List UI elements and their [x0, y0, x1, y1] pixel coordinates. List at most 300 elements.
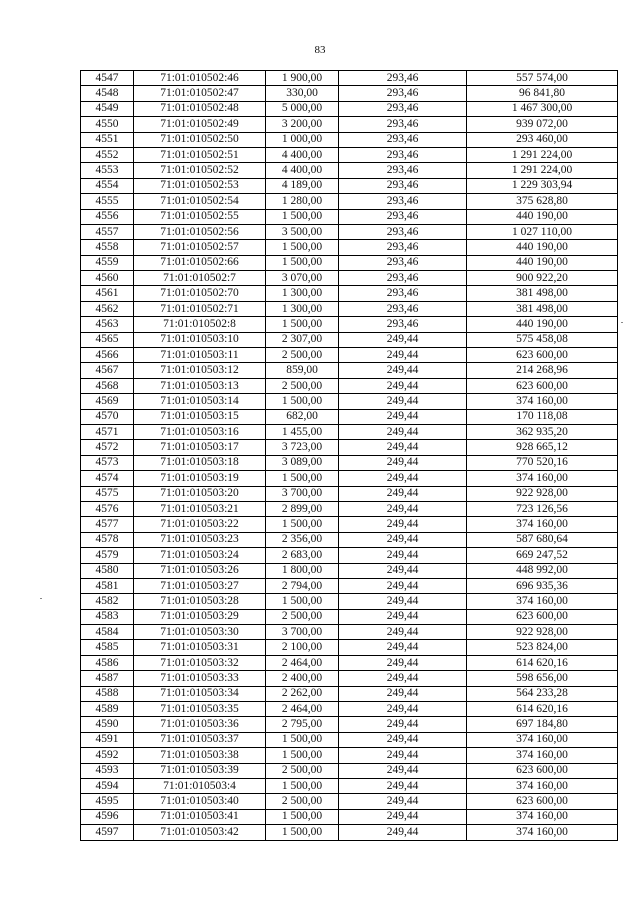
- area-cell: 4 400,00: [266, 163, 339, 178]
- value-cell: 375 628,80: [467, 194, 618, 209]
- rate-cell: 249,44: [339, 378, 467, 393]
- cadastral-number-cell: 71:01:010503:33: [134, 671, 266, 686]
- table-row: [81, 178, 618, 193]
- table-row: [81, 748, 618, 763]
- rate-cell: 249,44: [339, 440, 467, 455]
- table-row: [81, 825, 618, 840]
- cadastral-number-cell: 71:01:010502:46: [134, 71, 266, 86]
- table-row: [81, 794, 618, 809]
- cadastral-number-cell: 71:01:010502:53: [134, 178, 266, 193]
- area-cell: 2 500,00: [266, 348, 339, 363]
- table-row: [81, 563, 618, 578]
- row-number-cell: 4565: [81, 332, 134, 347]
- table-row: [81, 378, 618, 393]
- row-number-cell: 4566: [81, 348, 134, 363]
- row-number-cell: 4593: [81, 763, 134, 778]
- value-cell: 770 520,16: [467, 455, 618, 470]
- value-cell: 723 126,56: [467, 501, 618, 516]
- table-row: [81, 532, 618, 547]
- cadastral-number-cell: 71:01:010503:16: [134, 424, 266, 439]
- row-number-cell: 4554: [81, 178, 134, 193]
- value-cell: 170 118,08: [467, 409, 618, 424]
- rate-cell: 249,44: [339, 609, 467, 624]
- value-cell: 575 458,08: [467, 332, 618, 347]
- cadastral-number-cell: 71:01:010503:42: [134, 825, 266, 840]
- area-cell: 2 500,00: [266, 763, 339, 778]
- value-cell: 623 600,00: [467, 609, 618, 624]
- value-cell: 623 600,00: [467, 794, 618, 809]
- rate-cell: 249,44: [339, 809, 467, 824]
- rate-cell: 249,44: [339, 424, 467, 439]
- row-number-cell: 4587: [81, 671, 134, 686]
- area-cell: 1 500,00: [266, 732, 339, 747]
- table-row: [81, 271, 618, 286]
- cadastral-number-cell: 71:01:010503:23: [134, 532, 266, 547]
- cadastral-number-cell: 71:01:010503:4: [134, 778, 266, 793]
- value-cell: 922 928,00: [467, 486, 618, 501]
- area-cell: 1 000,00: [266, 132, 339, 147]
- rate-cell: 249,44: [339, 825, 467, 840]
- rate-cell: 249,44: [339, 625, 467, 640]
- value-cell: 214 268,96: [467, 363, 618, 378]
- table-row: [81, 163, 618, 178]
- rate-cell: 293,46: [339, 224, 467, 239]
- value-cell: 614 620,16: [467, 702, 618, 717]
- row-number-cell: 4559: [81, 255, 134, 270]
- rate-cell: 249,44: [339, 594, 467, 609]
- table-row: [81, 440, 618, 455]
- area-cell: 3 700,00: [266, 625, 339, 640]
- cadastral-number-cell: 71:01:010502:54: [134, 194, 266, 209]
- rate-cell: 293,46: [339, 71, 467, 86]
- value-cell: 374 160,00: [467, 394, 618, 409]
- table-row: [81, 717, 618, 732]
- row-number-cell: 4548: [81, 86, 134, 101]
- area-cell: 1 500,00: [266, 517, 339, 532]
- area-cell: 1 500,00: [266, 825, 339, 840]
- table-row: [81, 101, 618, 116]
- row-number-cell: 4561: [81, 286, 134, 301]
- cadastral-number-cell: 71:01:010502:47: [134, 86, 266, 101]
- value-cell: 381 498,00: [467, 286, 618, 301]
- rate-cell: 293,46: [339, 301, 467, 316]
- area-cell: 1 800,00: [266, 563, 339, 578]
- area-cell: 1 900,00: [266, 71, 339, 86]
- rate-cell: 249,44: [339, 763, 467, 778]
- rate-cell: 249,44: [339, 486, 467, 501]
- rate-cell: 293,46: [339, 178, 467, 193]
- row-number-cell: 4555: [81, 194, 134, 209]
- cadastral-number-cell: 71:01:010502:51: [134, 147, 266, 162]
- area-cell: 1 500,00: [266, 209, 339, 224]
- page-number: 83: [314, 44, 326, 56]
- cadastral-number-cell: 71:01:010502:66: [134, 255, 266, 270]
- value-cell: 623 600,00: [467, 763, 618, 778]
- row-number-cell: 4571: [81, 424, 134, 439]
- table-row: [81, 640, 618, 655]
- rate-cell: 249,44: [339, 348, 467, 363]
- rate-cell: 293,46: [339, 132, 467, 147]
- row-number-cell: 4569: [81, 394, 134, 409]
- table-row: [81, 394, 618, 409]
- row-number-cell: 4560: [81, 271, 134, 286]
- table-row: [81, 409, 618, 424]
- row-number-cell: 4584: [81, 625, 134, 640]
- rate-cell: 249,44: [339, 778, 467, 793]
- table-row: [81, 117, 618, 132]
- cadastral-number-cell: 71:01:010503:34: [134, 686, 266, 701]
- registry-table: [80, 70, 618, 841]
- cadastral-number-cell: 71:01:010503:11: [134, 348, 266, 363]
- cadastral-number-cell: 71:01:010503:26: [134, 563, 266, 578]
- rate-cell: 249,44: [339, 517, 467, 532]
- table-row: [81, 224, 618, 239]
- registry-table-body: [81, 71, 618, 841]
- rate-cell: 249,44: [339, 501, 467, 516]
- area-cell: 1 455,00: [266, 424, 339, 439]
- table-row: [81, 194, 618, 209]
- cadastral-number-cell: 71:01:010502:49: [134, 117, 266, 132]
- table-row: [81, 501, 618, 516]
- area-cell: 2 262,00: [266, 686, 339, 701]
- area-cell: 2 500,00: [266, 609, 339, 624]
- rate-cell: 249,44: [339, 686, 467, 701]
- area-cell: 1 500,00: [266, 594, 339, 609]
- table-row: [81, 317, 618, 332]
- value-cell: 448 992,00: [467, 563, 618, 578]
- rate-cell: 249,44: [339, 332, 467, 347]
- value-cell: 374 160,00: [467, 594, 618, 609]
- cadastral-number-cell: 71:01:010503:37: [134, 732, 266, 747]
- table-row: [81, 424, 618, 439]
- row-number-cell: 4588: [81, 686, 134, 701]
- area-cell: 2 683,00: [266, 548, 339, 563]
- value-cell: 374 160,00: [467, 517, 618, 532]
- area-cell: 1 500,00: [266, 255, 339, 270]
- cadastral-number-cell: 71:01:010503:22: [134, 517, 266, 532]
- cadastral-number-cell: 71:01:010503:41: [134, 809, 266, 824]
- cadastral-number-cell: 71:01:010503:24: [134, 548, 266, 563]
- cadastral-number-cell: 71:01:010503:27: [134, 578, 266, 593]
- row-number-cell: 4583: [81, 609, 134, 624]
- table-row: [81, 655, 618, 670]
- area-cell: 3 700,00: [266, 486, 339, 501]
- cadastral-number-cell: 71:01:010502:7: [134, 271, 266, 286]
- value-cell: 374 160,00: [467, 825, 618, 840]
- table-row: [81, 548, 618, 563]
- value-cell: 293 460,00: [467, 132, 618, 147]
- row-number-cell: 4558: [81, 240, 134, 255]
- cadastral-number-cell: 71:01:010503:36: [134, 717, 266, 732]
- cadastral-number-cell: 71:01:010503:15: [134, 409, 266, 424]
- scan-speck: [40, 598, 42, 599]
- cadastral-number-cell: 71:01:010503:35: [134, 702, 266, 717]
- row-number-cell: 4582: [81, 594, 134, 609]
- value-cell: 1 291 224,00: [467, 147, 618, 162]
- table-row: [81, 671, 618, 686]
- row-number-cell: 4577: [81, 517, 134, 532]
- rate-cell: 293,46: [339, 147, 467, 162]
- table-row: [81, 686, 618, 701]
- cadastral-number-cell: 71:01:010502:70: [134, 286, 266, 301]
- row-number-cell: 4573: [81, 455, 134, 470]
- table-row: [81, 71, 618, 86]
- row-number-cell: 4585: [81, 640, 134, 655]
- area-cell: 2 500,00: [266, 794, 339, 809]
- table-row: [81, 363, 618, 378]
- value-cell: 523 824,00: [467, 640, 618, 655]
- area-cell: 3 200,00: [266, 117, 339, 132]
- area-cell: 859,00: [266, 363, 339, 378]
- area-cell: 1 500,00: [266, 471, 339, 486]
- value-cell: 623 600,00: [467, 378, 618, 393]
- table-row: [81, 132, 618, 147]
- rate-cell: 249,44: [339, 394, 467, 409]
- table-row: [81, 702, 618, 717]
- cadastral-number-cell: 71:01:010503:32: [134, 655, 266, 670]
- value-cell: 557 574,00: [467, 71, 618, 86]
- rate-cell: 249,44: [339, 532, 467, 547]
- rate-cell: 293,46: [339, 317, 467, 332]
- area-cell: 2 899,00: [266, 501, 339, 516]
- value-cell: 374 160,00: [467, 748, 618, 763]
- table-row: [81, 625, 618, 640]
- row-number-cell: 4572: [81, 440, 134, 455]
- area-cell: 1 500,00: [266, 748, 339, 763]
- table-row: [81, 486, 618, 501]
- area-cell: 2 100,00: [266, 640, 339, 655]
- cadastral-number-cell: 71:01:010502:48: [134, 101, 266, 116]
- area-cell: 1 500,00: [266, 809, 339, 824]
- table-row: [81, 240, 618, 255]
- cadastral-number-cell: 71:01:010502:8: [134, 317, 266, 332]
- scan-speck: [621, 322, 623, 323]
- area-cell: 2 307,00: [266, 332, 339, 347]
- area-cell: 2 500,00: [266, 378, 339, 393]
- table-row: [81, 471, 618, 486]
- cadastral-number-cell: 71:01:010503:10: [134, 332, 266, 347]
- row-number-cell: 4580: [81, 563, 134, 578]
- area-cell: 3 723,00: [266, 440, 339, 455]
- value-cell: 598 656,00: [467, 671, 618, 686]
- area-cell: 682,00: [266, 409, 339, 424]
- value-cell: 696 935,36: [467, 578, 618, 593]
- area-cell: 2 400,00: [266, 671, 339, 686]
- cadastral-number-cell: 71:01:010503:12: [134, 363, 266, 378]
- value-cell: 440 190,00: [467, 317, 618, 332]
- row-number-cell: 4596: [81, 809, 134, 824]
- cadastral-number-cell: 71:01:010503:14: [134, 394, 266, 409]
- cadastral-number-cell: 71:01:010503:28: [134, 594, 266, 609]
- rate-cell: 249,44: [339, 640, 467, 655]
- row-number-cell: 4562: [81, 301, 134, 316]
- rate-cell: 249,44: [339, 702, 467, 717]
- value-cell: 374 160,00: [467, 809, 618, 824]
- rate-cell: 293,46: [339, 255, 467, 270]
- table-row: [81, 286, 618, 301]
- rate-cell: 249,44: [339, 732, 467, 747]
- value-cell: 1 027 110,00: [467, 224, 618, 239]
- row-number-cell: 4579: [81, 548, 134, 563]
- row-number-cell: 4575: [81, 486, 134, 501]
- rate-cell: 293,46: [339, 209, 467, 224]
- value-cell: 440 190,00: [467, 255, 618, 270]
- rate-cell: 249,44: [339, 455, 467, 470]
- row-number-cell: 4553: [81, 163, 134, 178]
- value-cell: 939 072,00: [467, 117, 618, 132]
- rate-cell: 249,44: [339, 363, 467, 378]
- row-number-cell: 4590: [81, 717, 134, 732]
- table-row: [81, 255, 618, 270]
- rate-cell: 293,46: [339, 101, 467, 116]
- row-number-cell: 4591: [81, 732, 134, 747]
- value-cell: 440 190,00: [467, 240, 618, 255]
- value-cell: 623 600,00: [467, 348, 618, 363]
- row-number-cell: 4567: [81, 363, 134, 378]
- row-number-cell: 4595: [81, 794, 134, 809]
- area-cell: 3 070,00: [266, 271, 339, 286]
- rate-cell: 249,44: [339, 548, 467, 563]
- row-number-cell: 4556: [81, 209, 134, 224]
- row-number-cell: 4551: [81, 132, 134, 147]
- cadastral-number-cell: 71:01:010503:13: [134, 378, 266, 393]
- table-row: [81, 147, 618, 162]
- area-cell: 4 400,00: [266, 147, 339, 162]
- rate-cell: 249,44: [339, 563, 467, 578]
- cadastral-number-cell: 71:01:010503:31: [134, 640, 266, 655]
- rate-cell: 249,44: [339, 471, 467, 486]
- area-cell: 330,00: [266, 86, 339, 101]
- rate-cell: 249,44: [339, 748, 467, 763]
- area-cell: 2 464,00: [266, 702, 339, 717]
- value-cell: 440 190,00: [467, 209, 618, 224]
- row-number-cell: 4547: [81, 71, 134, 86]
- row-number-cell: 4589: [81, 702, 134, 717]
- table-row: [81, 809, 618, 824]
- value-cell: 900 922,20: [467, 271, 618, 286]
- rate-cell: 249,44: [339, 717, 467, 732]
- row-number-cell: 4557: [81, 224, 134, 239]
- row-number-cell: 4597: [81, 825, 134, 840]
- cadastral-number-cell: 71:01:010503:29: [134, 609, 266, 624]
- row-number-cell: 4568: [81, 378, 134, 393]
- value-cell: 96 841,80: [467, 86, 618, 101]
- cadastral-number-cell: 71:01:010503:20: [134, 486, 266, 501]
- table-row: [81, 301, 618, 316]
- row-number-cell: 4594: [81, 778, 134, 793]
- value-cell: 928 665,12: [467, 440, 618, 455]
- area-cell: 1 500,00: [266, 317, 339, 332]
- row-number-cell: 4574: [81, 471, 134, 486]
- value-cell: 1 291 224,00: [467, 163, 618, 178]
- cadastral-number-cell: 71:01:010503:18: [134, 455, 266, 470]
- area-cell: 1 500,00: [266, 394, 339, 409]
- table-row: [81, 517, 618, 532]
- value-cell: 374 160,00: [467, 471, 618, 486]
- cadastral-number-cell: 71:01:010503:21: [134, 501, 266, 516]
- area-cell: 1 300,00: [266, 301, 339, 316]
- table-row: [81, 609, 618, 624]
- row-number-cell: 4563: [81, 317, 134, 332]
- rate-cell: 249,44: [339, 409, 467, 424]
- table-row: [81, 332, 618, 347]
- cadastral-number-cell: 71:01:010503:30: [134, 625, 266, 640]
- value-cell: 587 680,64: [467, 532, 618, 547]
- cadastral-number-cell: 71:01:010503:39: [134, 763, 266, 778]
- rate-cell: 249,44: [339, 794, 467, 809]
- cadastral-number-cell: 71:01:010503:19: [134, 471, 266, 486]
- row-number-cell: 4550: [81, 117, 134, 132]
- rate-cell: 293,46: [339, 86, 467, 101]
- table-row: [81, 578, 618, 593]
- row-number-cell: 4549: [81, 101, 134, 116]
- rate-cell: 293,46: [339, 286, 467, 301]
- row-number-cell: 4576: [81, 501, 134, 516]
- value-cell: 614 620,16: [467, 655, 618, 670]
- cadastral-number-cell: 71:01:010502:52: [134, 163, 266, 178]
- table-row: [81, 763, 618, 778]
- table-row: [81, 86, 618, 101]
- row-number-cell: 4581: [81, 578, 134, 593]
- value-cell: 564 233,28: [467, 686, 618, 701]
- rate-cell: 293,46: [339, 117, 467, 132]
- row-number-cell: 4586: [81, 655, 134, 670]
- cadastral-number-cell: 71:01:010502:56: [134, 224, 266, 239]
- cadastral-number-cell: 71:01:010502:71: [134, 301, 266, 316]
- rate-cell: 249,44: [339, 578, 467, 593]
- area-cell: 1 280,00: [266, 194, 339, 209]
- table-row: [81, 209, 618, 224]
- value-cell: 381 498,00: [467, 301, 618, 316]
- rate-cell: 249,44: [339, 655, 467, 670]
- area-cell: 1 300,00: [266, 286, 339, 301]
- value-cell: 374 160,00: [467, 778, 618, 793]
- rate-cell: 293,46: [339, 163, 467, 178]
- value-cell: 1 467 300,00: [467, 101, 618, 116]
- row-number-cell: 4570: [81, 409, 134, 424]
- rate-cell: 293,46: [339, 194, 467, 209]
- row-number-cell: 4578: [81, 532, 134, 547]
- value-cell: 669 247,52: [467, 548, 618, 563]
- cadastral-number-cell: 71:01:010502:55: [134, 209, 266, 224]
- row-number-cell: 4552: [81, 147, 134, 162]
- area-cell: 2 794,00: [266, 578, 339, 593]
- table-row: [81, 594, 618, 609]
- value-cell: 1 229 303,94: [467, 178, 618, 193]
- value-cell: 362 935,20: [467, 424, 618, 439]
- area-cell: 2 356,00: [266, 532, 339, 547]
- area-cell: 1 500,00: [266, 240, 339, 255]
- rate-cell: 249,44: [339, 671, 467, 686]
- area-cell: 5 000,00: [266, 101, 339, 116]
- table-row: [81, 348, 618, 363]
- table-row: [81, 778, 618, 793]
- cadastral-number-cell: 71:01:010503:40: [134, 794, 266, 809]
- cadastral-number-cell: 71:01:010503:17: [134, 440, 266, 455]
- cadastral-number-cell: 71:01:010502:57: [134, 240, 266, 255]
- cadastral-number-cell: 71:01:010502:50: [134, 132, 266, 147]
- table-row: [81, 732, 618, 747]
- value-cell: 697 184,80: [467, 717, 618, 732]
- value-cell: 374 160,00: [467, 732, 618, 747]
- row-number-cell: 4592: [81, 748, 134, 763]
- area-cell: 2 795,00: [266, 717, 339, 732]
- area-cell: 2 464,00: [266, 655, 339, 670]
- cadastral-number-cell: 71:01:010503:38: [134, 748, 266, 763]
- rate-cell: 293,46: [339, 240, 467, 255]
- rate-cell: 293,46: [339, 271, 467, 286]
- table-row: [81, 455, 618, 470]
